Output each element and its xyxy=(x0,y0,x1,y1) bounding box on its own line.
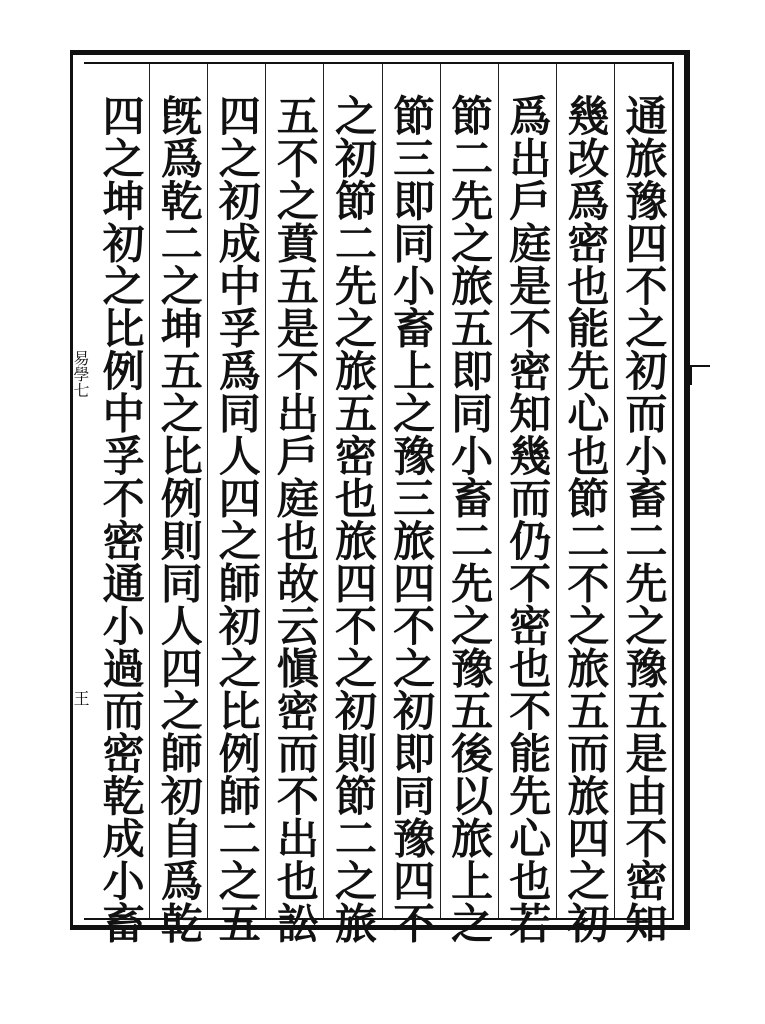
column-text: 五不之賁五是不出戶庭也故云愼密而不出也訟 xyxy=(270,94,320,944)
column-text: 爲出戶庭是不密知幾而仍不密也不能先心也若 xyxy=(503,94,553,944)
margin-label-top: 易學七 xyxy=(71,350,90,398)
text-columns xyxy=(92,64,672,944)
text-column-7 xyxy=(265,64,323,944)
text-column-6 xyxy=(323,64,381,944)
column-text: 之初節二先之旅五密也旅四不之初則節二之旅 xyxy=(328,94,378,944)
column-text: 節二先之旅五即同小畜二先之豫五後以旅上之 xyxy=(445,94,495,944)
column-text: 幾改爲密也能先心也節二不之旅五而旅四之初 xyxy=(561,94,611,944)
text-column-10 xyxy=(92,64,149,944)
column-text: 四之坤初之比例中孚不密通小過而密乾成小畜 xyxy=(96,94,146,944)
text-column-1 xyxy=(614,64,672,944)
text-column-2 xyxy=(556,64,614,944)
column-text: 通旅豫四不之初而小畜二先之豫五是由不密知 xyxy=(619,94,669,944)
column-text: 節三即同小畜上之豫三旅四不之初即同豫四不 xyxy=(387,94,437,944)
margin-label-bottom: 王 xyxy=(71,690,90,706)
column-text: 旣爲乾二之坤五之比例則同人四之師初自爲乾 xyxy=(154,94,204,944)
text-column-3 xyxy=(498,64,556,944)
text-column-4 xyxy=(440,64,498,944)
text-column-5 xyxy=(382,64,440,944)
margin-strip xyxy=(70,50,88,930)
column-text: 四之初成中孚爲同人四之師初之比例師二之五 xyxy=(212,94,262,944)
page-corner-mark xyxy=(690,365,710,385)
text-column-9 xyxy=(149,64,207,944)
text-column-8 xyxy=(207,64,265,944)
